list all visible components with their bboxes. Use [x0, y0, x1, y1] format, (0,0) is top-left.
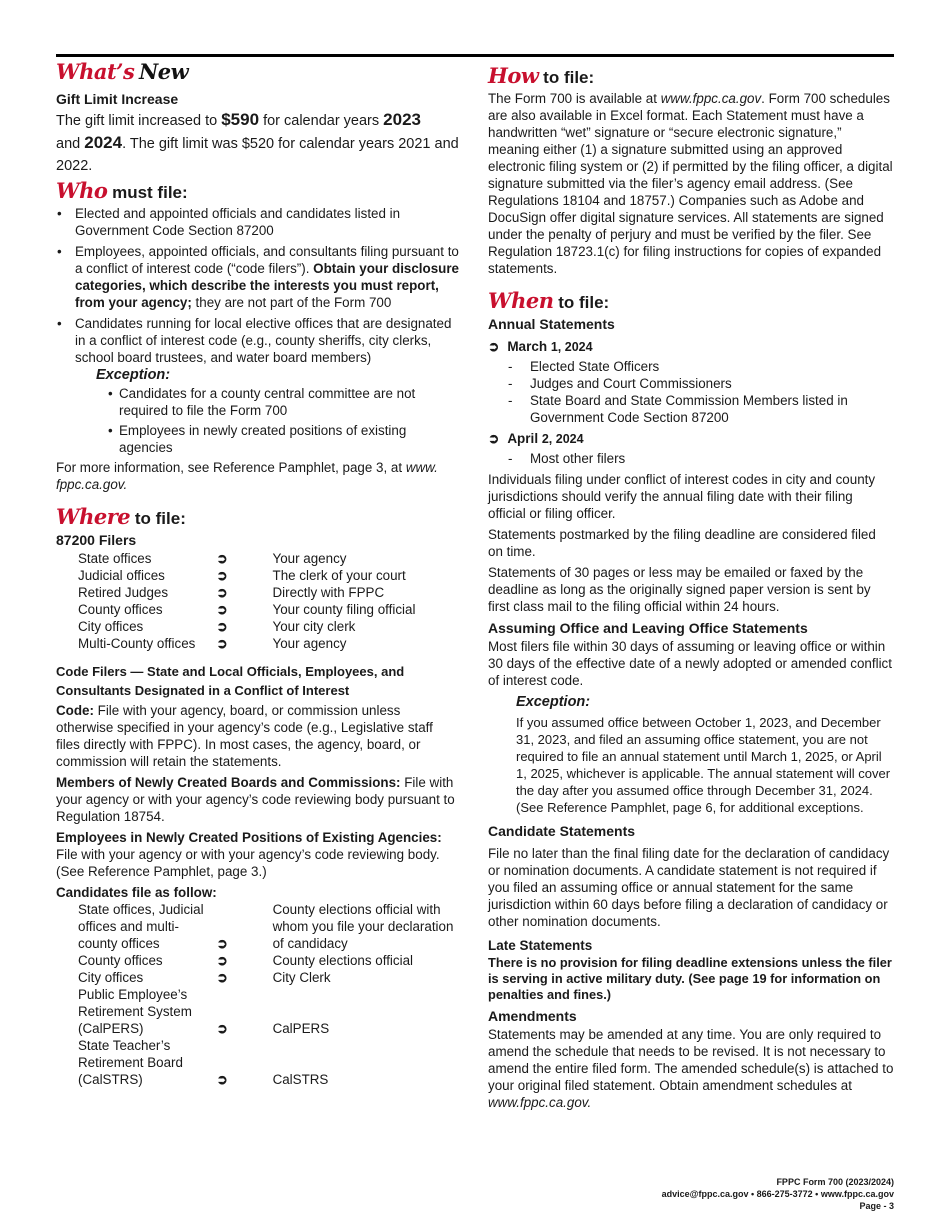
destination-cell: Your agency	[272, 636, 347, 651]
when-heading	[488, 289, 894, 315]
gift-text-a: The gift limit increased to	[56, 113, 222, 129]
destination-cell: Your agency	[272, 551, 347, 566]
list-item: • Employees in newly created positions of existing agencies	[108, 422, 460, 456]
when-paragraph-2: Statements postmarked by the filing deadline are considered filed on time.	[488, 527, 876, 559]
annual-heading: Annual Statements	[488, 316, 615, 332]
late-heading: Late Statements	[488, 938, 593, 953]
who-heading	[56, 179, 460, 205]
arrow-right-icon: ➲	[488, 431, 500, 446]
office-cell: State offices	[78, 551, 152, 566]
gift-amount: $590	[221, 110, 260, 129]
where-script: Where	[56, 504, 131, 529]
table-row	[78, 952, 460, 969]
april-date: 2, 2024	[541, 432, 584, 446]
destination-cell: Your city clerk	[272, 619, 356, 634]
how-link[interactable]: www.fppc.ca.gov	[660, 91, 762, 106]
who-script: Who	[56, 178, 108, 203]
right-column	[488, 60, 894, 1115]
code-filers-heading: Code Filers — State and Local Officials, Employees, and Consultants Designated in a Conflict of Interest	[56, 664, 405, 698]
employees-label: Employees in Newly Created Positions of Existing Agencies:	[56, 830, 442, 845]
office-cell: Multi-County offices	[78, 636, 196, 651]
candidate-statements-paragraph: File no later than the final filing date for the declaration of candidacy or nomination documents. A candidate statement is not required if you filed an assuming office or annual statement for the same jurisdiction within 60 days before filing a declaration of candidacy or other nomination documents.	[488, 846, 890, 929]
exception-paragraph: If you assumed office between October 1, 2023, and December 31, 2023, and filed an assuming office statement, you are not required to file an annual statement until March 1, 2025, or April 1, 2025, whichever is applicable. The annual statement will cover the day after you assumed office through December 31, 2024. (See Reference Pamphlet, page 6, for additional exceptions.	[516, 715, 891, 815]
date-april	[488, 430, 894, 448]
destination-cell: The clerk of your court	[272, 568, 406, 583]
destination-cell: City Clerk	[272, 970, 331, 985]
office-cell: State offices, Judicial offices and multi-county offices	[78, 902, 204, 951]
list-item: - Elected State Officers	[508, 358, 894, 375]
footer-page-number: Page - 3	[859, 1201, 894, 1211]
members-paragraph	[56, 774, 460, 825]
who-b2-bold: Obtain your disclosure categories, which describe the interests you must report, from your agency;	[75, 261, 459, 310]
destination-cell: Your county filing official	[272, 602, 416, 617]
assuming-paragraph: Most filers file within 30 days of assuming or leaving office or within 30 days of the effective date of a newly adopted or amended conflict of interest code.	[488, 639, 892, 688]
office-cell: City offices	[78, 970, 144, 985]
left-column	[56, 60, 460, 1088]
when-paragraph-3: Statements of 30 pages or less may be emailed or faxed by the deadline as long as the originally signed paper version is sent by first class mail to the filing official within 24 hours.	[488, 565, 871, 614]
filers-table	[78, 550, 460, 652]
how-script: How	[488, 63, 539, 88]
arrow-right-icon: ➲	[216, 1072, 228, 1087]
exception-title: Exception:	[96, 367, 171, 383]
when-rest: to file:	[558, 293, 610, 312]
destination-cell: CalSTRS	[272, 1072, 329, 1087]
march-label: March	[507, 339, 548, 354]
list-item: • Candidates for a county central committee are not required to file the Form 700	[108, 385, 460, 419]
april-list	[488, 450, 894, 467]
march-list	[488, 358, 894, 426]
gift-text-d: . The gift limit was $520 for calendar years 2021 and 2022.	[56, 136, 459, 174]
destination-cell: CalPERS	[272, 1021, 330, 1036]
amendments-link[interactable]: www.fppc.ca.gov.	[488, 1095, 592, 1110]
arrow-right-icon: ➲	[216, 970, 228, 985]
list-item: - State Board and State Commission Members listed in Government Code Section 87200	[508, 392, 894, 426]
who-list	[56, 205, 460, 366]
who-exception	[56, 366, 460, 456]
office-cell: Judicial offices	[78, 568, 165, 583]
list-item: - Judges and Court Commissioners	[508, 375, 894, 392]
table-row	[78, 601, 460, 618]
table-row	[78, 635, 460, 652]
employees-paragraph	[56, 829, 460, 880]
who-b2-text: Employees, appointed officials, and consultants filing pursuant to a conflict of interest code (“code filers”).	[75, 244, 459, 276]
amendments-paragraph	[488, 1026, 894, 1111]
how-heading	[488, 64, 894, 90]
candidate-statements-heading: Candidate Statements	[488, 823, 636, 839]
candidates-table	[78, 901, 460, 1088]
amendments-heading: Amendments	[488, 1008, 577, 1024]
office-cell: County offices	[78, 953, 163, 968]
april-label: April	[507, 431, 539, 446]
members-label: Members of Newly Created Boards and Commissions:	[56, 775, 401, 790]
arrow-right-icon: ➲	[216, 585, 228, 600]
table-row	[78, 1037, 460, 1088]
date-march	[488, 338, 894, 356]
page-footer	[662, 1176, 894, 1212]
office-cell: Public Employee’s Retirement System (CalPERS)	[78, 987, 192, 1036]
how-text-b: . Form 700 schedules are also available in Excel format. Each Statement must have a handwritten “wet” signature or “secure electronic signature,” meaning either (1) a signature submitted using an approved electronic filing system or (2) if permitted by the filing officer, a digital signature submitted via the filer’s agency email address. (See Regulations 18104 and 18757.) Companies such as Adobe and DocuSign offer digital signature services. All statements are signed under the penalty of perjury and must be verified by the filer. See Regulation 18723.1(c) for filing instructions for copies of expanded statements.	[488, 91, 893, 276]
when-script: When	[488, 288, 554, 313]
more-info	[56, 459, 460, 493]
list-item	[56, 243, 460, 311]
arrow-right-icon: ➲	[216, 1021, 228, 1036]
late-paragraph: There is no provision for filing deadline extensions unless the filer is serving in active military duty. (See page 19 for information on penalties and fines.)	[488, 955, 892, 1002]
footer-contact: advice@fppc.ca.gov • 866-275-3772 • www.fppc.ca.gov	[661, 1189, 894, 1199]
march-date: 1, 2024	[550, 340, 593, 354]
gift-year2: 2024	[84, 133, 123, 152]
table-row	[78, 550, 460, 567]
destination-cell: Directly with FPPC	[272, 585, 385, 600]
office-cell: County offices	[78, 602, 163, 617]
arrow-right-icon: ➲	[216, 619, 228, 634]
gift-year1: 2023	[383, 110, 421, 129]
gift-limit-subtitle: Gift Limit Increase	[56, 91, 179, 107]
where-rest: to file:	[134, 509, 186, 528]
gift-text-b: for calendar years	[259, 113, 384, 129]
code-label: Code:	[56, 703, 94, 718]
how-paragraph	[488, 90, 894, 277]
who-b2-text-c: they are not part of the Form 700	[191, 295, 392, 310]
table-row	[78, 901, 460, 952]
where-heading	[56, 505, 460, 531]
code-paragraph	[56, 702, 460, 770]
arrow-right-icon: ➲	[216, 551, 228, 566]
destination-cell: County elections official	[272, 953, 413, 968]
table-row	[78, 584, 460, 601]
whats-new-heading	[56, 60, 460, 86]
assuming-heading: Assuming Office and Leaving Office Statements	[488, 620, 808, 636]
list-item: • Elected and appointed officials and candidates listed in Government Code Section 87200	[56, 205, 460, 239]
gift-text-c: and	[56, 136, 85, 152]
whats-new-script: What’s	[56, 59, 135, 84]
members-text: File with your agency or with your agency’s code reviewing body pursuant to Regulation 18754.	[56, 775, 455, 824]
filers-87200-subtitle: 87200 Filers	[56, 532, 137, 548]
employees-text: File with your agency or with your agency’s code reviewing body. (See Reference Pamphlet, page 3.)	[56, 847, 440, 879]
right-exception	[488, 693, 894, 816]
arrow-right-icon: ➲	[216, 568, 228, 583]
destination-cell: County elections official with whom you file your declaration of candidacy	[272, 902, 454, 951]
top-rule	[56, 54, 894, 57]
office-cell: City offices	[78, 619, 144, 634]
when-paragraph-1: Individuals filing under conflict of interest codes in city and county jurisdictions should verify the annual filing date with their filing official or filing officer.	[488, 472, 876, 521]
how-rest: to file:	[543, 68, 595, 87]
amendments-text: Statements may be amended at any time. You are only required to amend the schedule that needs to be revised. It is not necessary to amend the entire filed form. The amended schedule(s) is attached to your original filed statement. Obtain amendment schedules at	[488, 1027, 894, 1093]
whats-new-script-b: New	[139, 59, 189, 84]
arrow-right-icon: ➲	[216, 602, 228, 617]
arrow-right-icon: ➲	[488, 339, 500, 354]
office-cell: State Teacher’s Retirement Board (CalSTRS)	[78, 1038, 183, 1087]
table-row	[78, 969, 460, 986]
candidates-heading: Candidates file as follow:	[56, 885, 217, 900]
arrow-right-icon: ➲	[216, 936, 228, 951]
table-row	[78, 986, 460, 1037]
how-text-a: The Form 700 is available at	[488, 91, 661, 106]
footer-form: FPPC Form 700 (2023/2024)	[776, 1177, 894, 1187]
exception-list	[96, 385, 460, 456]
arrow-right-icon: ➲	[216, 953, 228, 968]
table-row	[78, 618, 460, 635]
who-rest: must file:	[112, 183, 188, 202]
more-info-link[interactable]: www. fppc.ca.gov.	[56, 460, 438, 492]
more-info-text: For more information, see Reference Pamphlet, page 3, at	[56, 460, 406, 475]
code-text: File with your agency, board, or commission unless otherwise specified in your agency’s code (e.g., Legislative staff files directly with FPPC). In most cases, the agency, board, or commission will retain the statements.	[56, 703, 433, 769]
office-cell: Retired Judges	[78, 585, 169, 600]
arrow-right-icon: ➲	[216, 636, 228, 651]
gift-limit-paragraph	[56, 109, 460, 177]
table-row	[78, 567, 460, 584]
list-item: • Candidates running for local elective offices that are designated in a conflict of interest code (e.g., county sheriffs, city clerks, school board trustees, and water board members)	[56, 315, 460, 366]
list-item: - Most other filers	[508, 450, 894, 467]
exception-title: Exception:	[516, 694, 591, 710]
